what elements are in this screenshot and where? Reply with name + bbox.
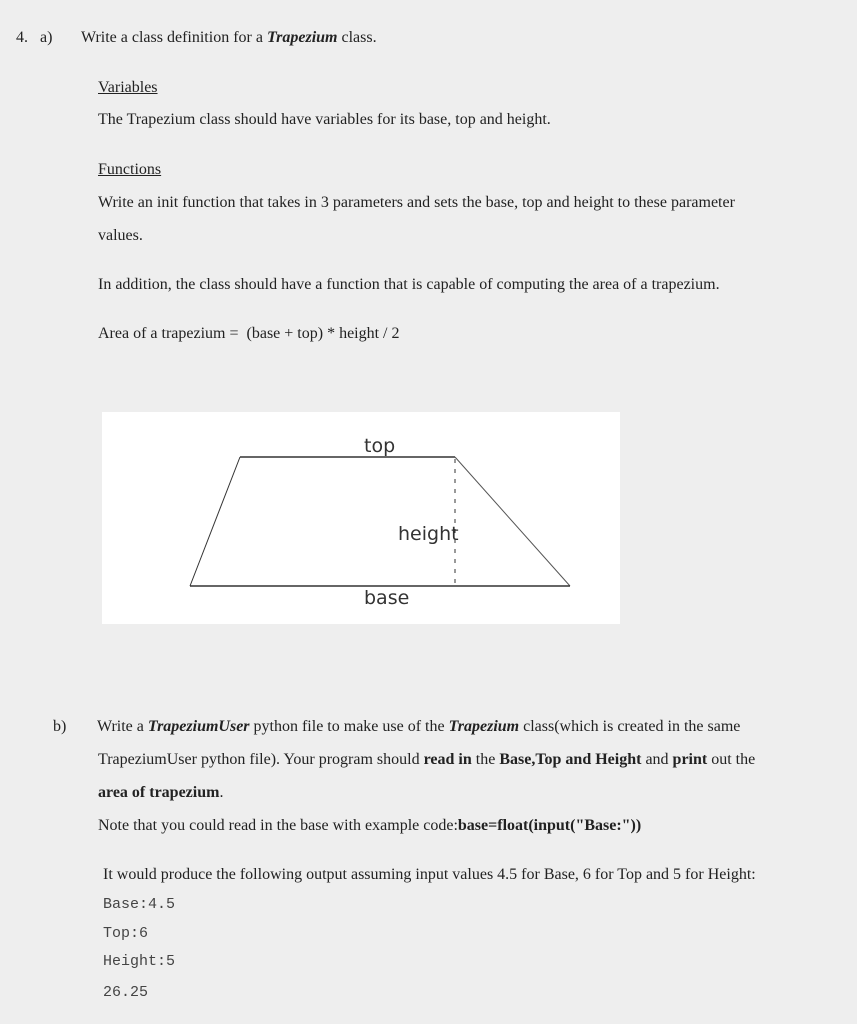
line2-prefix: TrapeziumUser python file). Your program should — [98, 751, 424, 768]
line1-prefix: Write a — [97, 718, 148, 735]
read-in-bold: read in — [423, 751, 472, 768]
area-of-trapezium-bold: area of trapezium — [98, 784, 220, 801]
fields-bold: Base,Top and Height — [499, 751, 642, 768]
right-edge — [455, 457, 570, 586]
height-label: height — [398, 523, 459, 545]
note-code: base=float(input("Base:")) — [457, 817, 642, 834]
output-line-height: Height:5 — [103, 953, 176, 970]
output-intro: It would produce the following output assuming input values 4.5 for Base, 6 for Top and 5 for Height: — [103, 866, 756, 883]
output-line-base: Base:4.5 — [103, 896, 176, 913]
line1-mid: python file to make use of the — [249, 718, 449, 735]
part-a-label: a) — [40, 29, 53, 46]
area-formula: Area of a trapezium = (base + top) * height / 2 — [98, 325, 400, 342]
line2-mid1: the — [471, 751, 500, 768]
output-line-top: Top:6 — [103, 925, 149, 942]
trapezium-figure — [102, 412, 620, 624]
variables-heading: Variables — [98, 79, 158, 96]
functions-text-line1: Write an init function that takes in 3 parameters and sets the base, top and height to these parameter — [98, 194, 735, 211]
line2-mid2: and — [641, 751, 673, 768]
part-b-line1 — [97, 717, 740, 737]
part-a-intro — [81, 28, 377, 48]
functions-text-line2: values. — [98, 227, 143, 244]
intro-suffix: class. — [337, 29, 377, 46]
intro-class-name: Trapezium — [266, 29, 338, 46]
part-b-note — [98, 816, 641, 836]
variables-text: The Trapezium class should have variables for its base, top and height. — [98, 111, 551, 128]
functions-heading: Functions — [98, 161, 162, 178]
intro-prefix: Write a class definition for a — [81, 29, 267, 46]
trapezium-user-file: TrapeziumUser — [147, 718, 250, 735]
line3-suffix: . — [219, 784, 224, 801]
print-bold: print — [672, 751, 708, 768]
trapezium-class-name: Trapezium — [448, 718, 520, 735]
part-b-line3 — [98, 783, 223, 803]
part-b-line2 — [98, 750, 755, 770]
left-edge — [190, 457, 240, 586]
trapezium-diagram — [102, 412, 620, 624]
note-prefix: Note that you could read in the base with example code: — [98, 817, 458, 834]
question-number: 4. — [16, 29, 28, 46]
line1-suffix: class(which is created in the same — [519, 718, 741, 735]
part-b-label: b) — [53, 718, 67, 735]
output-line-result: 26.25 — [103, 984, 149, 1001]
line2-suffix: out the — [707, 751, 756, 768]
addition-text: In addition, the class should have a function that is capable of computing the area of a trapezium. — [98, 276, 720, 293]
top-label: top — [364, 435, 396, 457]
base-label: base — [364, 587, 410, 609]
